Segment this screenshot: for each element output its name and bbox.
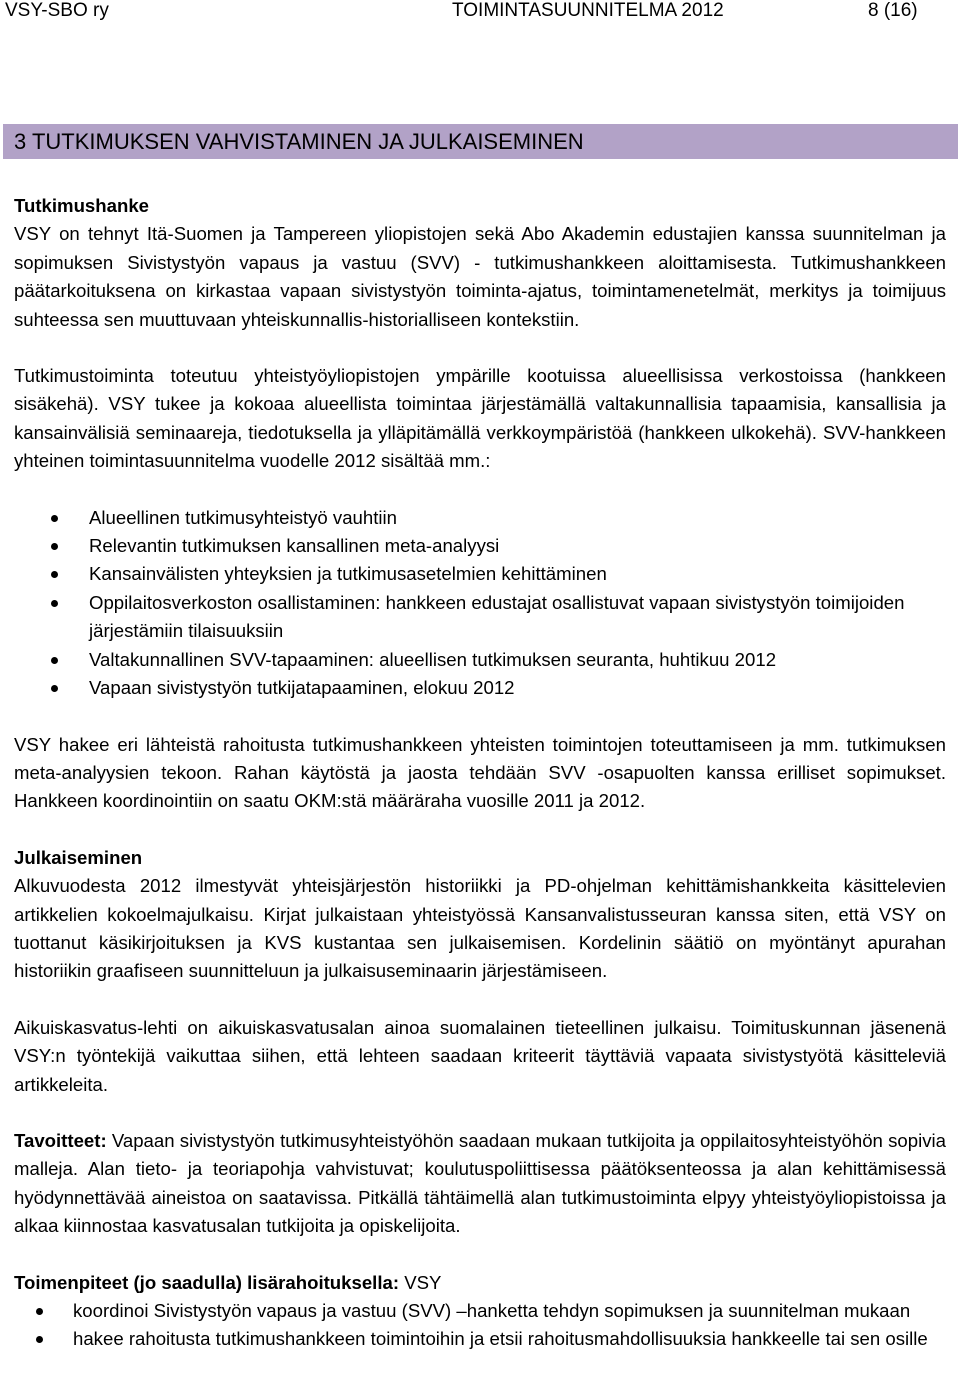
list-item: Vapaan sivistystyön tutkijatapaaminen, elokuu 2012 [14, 674, 946, 702]
list-item: koordinoi Sivistystyön vapaus ja vastuu (SVV) –hanketta tehdyn sopimuksen ja suunnitelman mukaan [14, 1297, 946, 1325]
section-heading-tutkimushanke: Tutkimushanke [14, 195, 150, 216]
actions-text: VSY [399, 1271, 442, 1293]
chapter-heading-band [3, 124, 958, 159]
paragraph: Aikuiskasvatus-lehti on aikuiskasvatusalan ainoa suomalainen tieteellinen julkaisu. Toimituskunnan jäsenenä VSY:n työntekijä vaikuttaa siihen, että lehteen saadaan kriteerit täyttäviä vapaata sivistystyötä käsitteleviä artikkeleita. [14, 1016, 946, 1095]
bullet-icon [36, 1336, 43, 1343]
chapter-title: 3 TUTKIMUKSEN VAHVISTAMINEN JA JULKAISEMINEN [14, 129, 584, 154]
paragraph: Alkuvuodesta 2012 ilmestyvät yhteisjärjestön historiikki ja PD-ohjelman kehittämishankkeita käsittelevien artikkelien kokoelmajulkaisu. Kirjat julkaistaan yhteistyössä Kansanvalistusseuran kanssa siten, että VSY on tuottanut käsikirjoituksen ja KVS kustantaa sen julkaisemisen. Kordelinin säätiö on myöntänyt apurahan historiikin graafiseen suunnitteluun ja julkaisuseminaarin järjestämiseen. [14, 875, 946, 982]
paragraph: VSY hakee eri lähteistä rahoitusta tutkimushankkeen yhteisten toimintojen toteuttamiseen ja mm. tutkimuksen meta-analyysien tekoon. Rahan käytöstä ja jaosta tehdään SVV -osapuolten kanssa erilliset sopimukset. Hankkeen koordinointiin on saatu OKM:stä määräraha vuosille 2011 ja 2012. [14, 733, 946, 812]
bullet-icon [51, 600, 58, 607]
list-item: Kansainvälisten yhteyksien ja tutkimusasetelmien kehittäminen [14, 560, 946, 588]
goals-text: Vapaan sivistystyön tutkimusyhteistyöhön saadaan mukaan tutkijoita ja oppilaitosyhteistyöhön sopivia malleja. Alan tieto- ja teoriapohja vahvistuvat; koulutuspoliittisessa päätöksenteossa ja alan kehittämisessä hyödynnettävää aineistoa on saatavissa. Pitkällä tähtäimellä alan tutkimustoiminta elpyy yhteistyöyliopistoissa ja alkaa kiinnostaa kasvatusalan tutkijoita ja opiskelijoita. [14, 1129, 946, 1237]
list-item: hakee rahoitusta tutkimushankkeen toimintoihin ja etsii rahoitusmahdollisuuksia hankkeelle tai sen osille [14, 1325, 946, 1353]
list-item: Valtakunnallinen SVV-tapaaminen: alueellisen tutkimuksen seuranta, huhtikuu 2012 [14, 646, 946, 674]
paragraph: VSY on tehnyt Itä-Suomen ja Tampereen yliopistojen sekä Abo Akademin edustajien kanssa suunnitelman ja sopimuksen Sivistystyön vapaus ja vastuu (SVV) - tutkimushankkeen aloittamisesta. Tutkimushankkeen päätarkoituksena on kirkastaa vapaan sivistystyön toiminta-ajatus, toimintamenetelmät, merkitys ja toimijuus suhteessa sen muuttuvaan yhteiskunnallis-historialliseen kontekstiin. [14, 223, 946, 330]
actions-list [14, 1297, 946, 1354]
header-organization: VSY-SBO ry [5, 0, 109, 21]
header-document-title: TOIMINTASUUNNITELMA 2012 [452, 0, 724, 21]
bullet-icon [51, 571, 58, 578]
bullet-list [14, 504, 946, 703]
actions-paragraph [14, 1269, 946, 1297]
list-item: Oppilaitosverkoston osallistaminen: hankkeen edustajat osallistuvat vapaan sivistystyön toimijoiden järjestämiin tilaisuuksiin [14, 589, 946, 646]
page-header [0, 0, 960, 24]
paragraph: Tutkimustoiminta toteutuu yhteistyöyliopistojen ympärille kootuissa alueellisissa verkostoissa (hankkeen sisäkehä). VSY tukee ja kokoaa alueellista toimintaa järjestämällä valtakunnallisia tapaamisia, kansallisia ja kansainvälisiä seminaareja, tiedotuksella ja ylläpitämällä verkkoympäristöä (hankkeen ulkokehä). SVV-hankkeen yhteinen toimintasuunnitelma vuodelle 2012 sisältää mm.: [14, 365, 946, 472]
document-body [14, 192, 946, 1354]
bullet-icon [51, 685, 58, 692]
section-heading-julkaiseminen: Julkaiseminen [14, 846, 143, 868]
list-item: Relevantin tutkimuksen kansallinen meta-analyysi [14, 532, 946, 560]
actions-label: Toimenpiteet (jo saadulla) lisärahoituksella: [14, 1271, 400, 1293]
bullet-icon [51, 657, 58, 664]
header-page-number: 8 (16) [868, 0, 918, 21]
goals-label: Tavoitteet: [14, 1129, 107, 1151]
goals-paragraph [14, 1127, 946, 1241]
bullet-icon [51, 543, 58, 550]
list-item: Alueellinen tutkimusyhteistyö vauhtiin [14, 504, 946, 532]
bullet-icon [36, 1308, 43, 1315]
bullet-icon [51, 515, 58, 522]
